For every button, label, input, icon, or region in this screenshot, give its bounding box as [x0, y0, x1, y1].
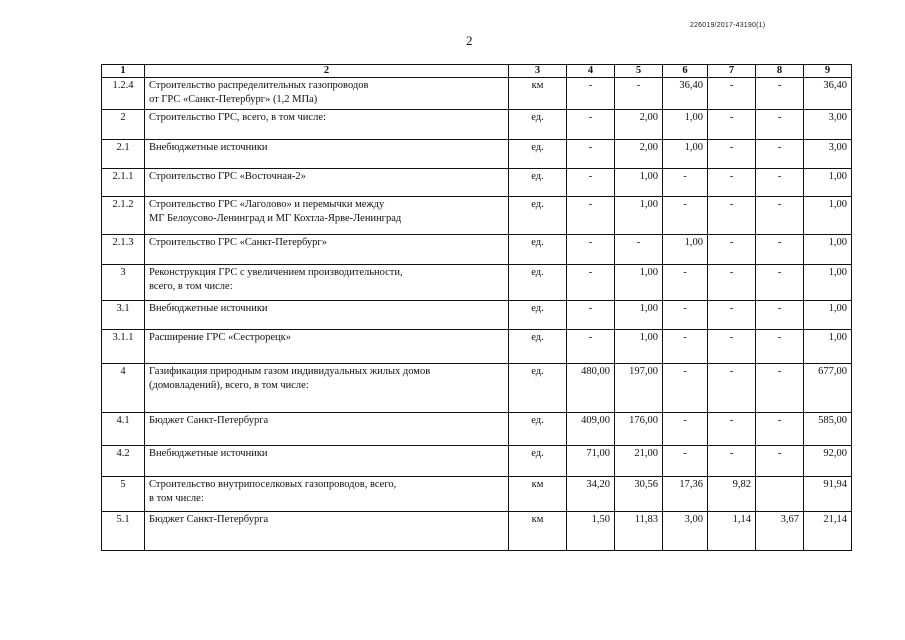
row-index: 5: [102, 477, 145, 512]
table-row: [102, 78, 852, 110]
row-name-line: Бюджет Санкт-Петербурга: [149, 415, 269, 426]
row-col4: -: [567, 197, 615, 235]
row-name: [145, 265, 509, 301]
row-col8: -: [756, 78, 804, 110]
row-col6: -: [663, 197, 708, 235]
row-index: 2.1: [102, 140, 145, 169]
header-cell-3: 3: [509, 65, 567, 78]
table-row: [102, 140, 852, 169]
table-row: [102, 413, 852, 446]
row-name: [145, 364, 509, 413]
row-col4: -: [567, 235, 615, 265]
row-index: 4: [102, 364, 145, 413]
table-row: [102, 110, 852, 140]
row-col9: 1,00: [804, 169, 852, 197]
row-col4: 1,50: [567, 512, 615, 551]
row-unit: ед.: [509, 413, 567, 446]
row-unit: ед.: [509, 301, 567, 330]
row-col7: -: [708, 169, 756, 197]
row-col6: -: [663, 330, 708, 364]
row-name: [145, 301, 509, 330]
table-row: [102, 265, 852, 301]
row-col6: 1,00: [663, 235, 708, 265]
row-col6: -: [663, 301, 708, 330]
row-index: 3.1.1: [102, 330, 145, 364]
row-index: 3.1: [102, 301, 145, 330]
row-index: 2: [102, 110, 145, 140]
row-name-line: от ГРС «Санкт-Петербург» (1,2 МПа): [149, 94, 318, 105]
row-col5: -: [615, 78, 663, 110]
row-col8: -: [756, 235, 804, 265]
row-index: 4.1: [102, 413, 145, 446]
row-col4: 409,00: [567, 413, 615, 446]
row-col7: -: [708, 78, 756, 110]
row-name: [145, 78, 509, 110]
row-name-line: Газификация природным газом индивидуальных жилых домов: [149, 366, 431, 377]
row-col5: 2,00: [615, 140, 663, 169]
row-unit: км: [509, 78, 567, 110]
row-col8: -: [756, 140, 804, 169]
table-row: [102, 301, 852, 330]
row-col9: 3,00: [804, 110, 852, 140]
row-name-line: Внебюджетные источники: [149, 303, 268, 314]
row-col4: 71,00: [567, 446, 615, 477]
row-unit: ед.: [509, 446, 567, 477]
row-col4: -: [567, 140, 615, 169]
row-name-line: (домовладений), всего, в том числе:: [149, 380, 309, 391]
row-unit: км: [509, 512, 567, 551]
row-name-line: МГ Белоусово-Ленинград и МГ Кохтла-Ярве-Ленинград: [149, 213, 402, 224]
row-unit: ед.: [509, 110, 567, 140]
row-name-line: всего, в том числе:: [149, 281, 233, 292]
row-name-line: Строительство ГРС «Санкт-Петербург»: [149, 237, 327, 248]
header-cell-4: 4: [567, 65, 615, 78]
row-col7: -: [708, 197, 756, 235]
row-col5: 1,00: [615, 301, 663, 330]
row-col9: 36,40: [804, 78, 852, 110]
header-cell-6: 6: [663, 65, 708, 78]
row-unit: ед.: [509, 197, 567, 235]
row-col5: 1,00: [615, 169, 663, 197]
table-row: [102, 364, 852, 413]
row-col7: -: [708, 110, 756, 140]
row-col5: 1,00: [615, 265, 663, 301]
row-unit: км: [509, 477, 567, 512]
row-name-line: Строительство распределительных газопроводов: [149, 80, 369, 91]
row-index: 4.2: [102, 446, 145, 477]
row-col6: 17,36: [663, 477, 708, 512]
row-index: 1.2.4: [102, 78, 145, 110]
header-cell-1: 1: [102, 65, 145, 78]
row-name-line: Строительство ГРС «Лаголово» и перемычки между: [149, 199, 385, 210]
row-col9: 1,00: [804, 197, 852, 235]
row-col8: -: [756, 265, 804, 301]
row-unit: ед.: [509, 330, 567, 364]
row-name-line: Внебюджетные источники: [149, 142, 268, 153]
row-col7: -: [708, 413, 756, 446]
row-col7: -: [708, 330, 756, 364]
row-name-line: Строительство ГРС «Восточная-2»: [149, 171, 306, 182]
row-col6: -: [663, 169, 708, 197]
table-row: [102, 197, 852, 235]
row-index: 5.1: [102, 512, 145, 551]
row-col4: -: [567, 301, 615, 330]
row-col4: -: [567, 330, 615, 364]
row-col5: 1,00: [615, 197, 663, 235]
row-col4: -: [567, 78, 615, 110]
row-col9: 3,00: [804, 140, 852, 169]
row-col8: -: [756, 197, 804, 235]
row-col6: -: [663, 364, 708, 413]
row-name: [145, 235, 509, 265]
row-col8: -: [756, 110, 804, 140]
row-name: [145, 169, 509, 197]
page-number: 2: [466, 33, 473, 48]
row-name: [145, 330, 509, 364]
row-name-line: Расширение ГРС «Сестрорецк»: [149, 332, 292, 343]
row-col8: -: [756, 169, 804, 197]
row-col7: 1,14: [708, 512, 756, 551]
table-row: [102, 330, 852, 364]
row-col9: 1,00: [804, 301, 852, 330]
row-col9: 677,00: [804, 364, 852, 413]
row-unit: ед.: [509, 265, 567, 301]
row-col7: -: [708, 235, 756, 265]
header-cell-8: 8: [756, 65, 804, 78]
row-col6: 1,00: [663, 140, 708, 169]
row-col9: 1,00: [804, 235, 852, 265]
row-col5: 11,83: [615, 512, 663, 551]
table-body: [102, 78, 852, 551]
row-col5: 21,00: [615, 446, 663, 477]
row-name: [145, 197, 509, 235]
row-name: [145, 446, 509, 477]
row-col4: -: [567, 110, 615, 140]
row-index: 3: [102, 265, 145, 301]
row-col8: -: [756, 413, 804, 446]
header-cell-9: 9: [804, 65, 852, 78]
row-name: [145, 477, 509, 512]
row-col7: -: [708, 301, 756, 330]
table-row: [102, 477, 852, 512]
row-unit: ед.: [509, 235, 567, 265]
row-col4: -: [567, 265, 615, 301]
row-index: 2.1.3: [102, 235, 145, 265]
row-col8: [756, 477, 804, 512]
document-registration-number: 226019/2017-43190(1): [690, 22, 766, 29]
row-col5: 197,00: [615, 364, 663, 413]
row-col9: 1,00: [804, 265, 852, 301]
table-row: [102, 235, 852, 265]
table-row: [102, 512, 852, 551]
row-name-line: в том числе:: [149, 493, 204, 504]
row-col4: -: [567, 169, 615, 197]
row-name-line: Реконструкция ГРС с увеличением производительности,: [149, 267, 403, 278]
row-col6: -: [663, 265, 708, 301]
row-name: [145, 110, 509, 140]
header-cell-5: 5: [615, 65, 663, 78]
row-col6: 1,00: [663, 110, 708, 140]
row-col7: 9,82: [708, 477, 756, 512]
row-col7: -: [708, 140, 756, 169]
row-index: 2.1.2: [102, 197, 145, 235]
row-col6: -: [663, 446, 708, 477]
header-cell-7: 7: [708, 65, 756, 78]
table-row: [102, 446, 852, 477]
row-col9: 92,00: [804, 446, 852, 477]
row-col9: 1,00: [804, 330, 852, 364]
row-name-line: Бюджет Санкт-Петербурга: [149, 514, 269, 525]
row-name: [145, 413, 509, 446]
header-cell-2: 2: [145, 65, 509, 78]
row-name-line: Строительство ГРС, всего, в том числе:: [149, 112, 326, 123]
row-name-line: Внебюджетные источники: [149, 448, 268, 459]
row-unit: ед.: [509, 140, 567, 169]
row-col9: 585,00: [804, 413, 852, 446]
row-col8: -: [756, 446, 804, 477]
row-name: [145, 140, 509, 169]
row-col9: 21,14: [804, 512, 852, 551]
row-col7: -: [708, 364, 756, 413]
row-col8: 3,67: [756, 512, 804, 551]
row-col7: -: [708, 446, 756, 477]
row-col8: -: [756, 330, 804, 364]
row-col8: -: [756, 364, 804, 413]
row-col5: 176,00: [615, 413, 663, 446]
row-col8: -: [756, 301, 804, 330]
row-unit: ед.: [509, 364, 567, 413]
row-col6: 3,00: [663, 512, 708, 551]
row-name: [145, 512, 509, 551]
header-row: [102, 65, 852, 78]
row-col7: -: [708, 265, 756, 301]
row-col5: -: [615, 235, 663, 265]
row-col5: 2,00: [615, 110, 663, 140]
row-col5: 1,00: [615, 330, 663, 364]
row-col6: -: [663, 413, 708, 446]
row-col4: 34,20: [567, 477, 615, 512]
row-unit: ед.: [509, 169, 567, 197]
row-col9: 91,94: [804, 477, 852, 512]
row-col4: 480,00: [567, 364, 615, 413]
row-col5: 30,56: [615, 477, 663, 512]
row-col6: 36,40: [663, 78, 708, 110]
data-table: [101, 64, 852, 551]
row-index: 2.1.1: [102, 169, 145, 197]
row-name-line: Строительство внутрипоселковых газопроводов, всего,: [149, 479, 397, 490]
table-row: [102, 169, 852, 197]
